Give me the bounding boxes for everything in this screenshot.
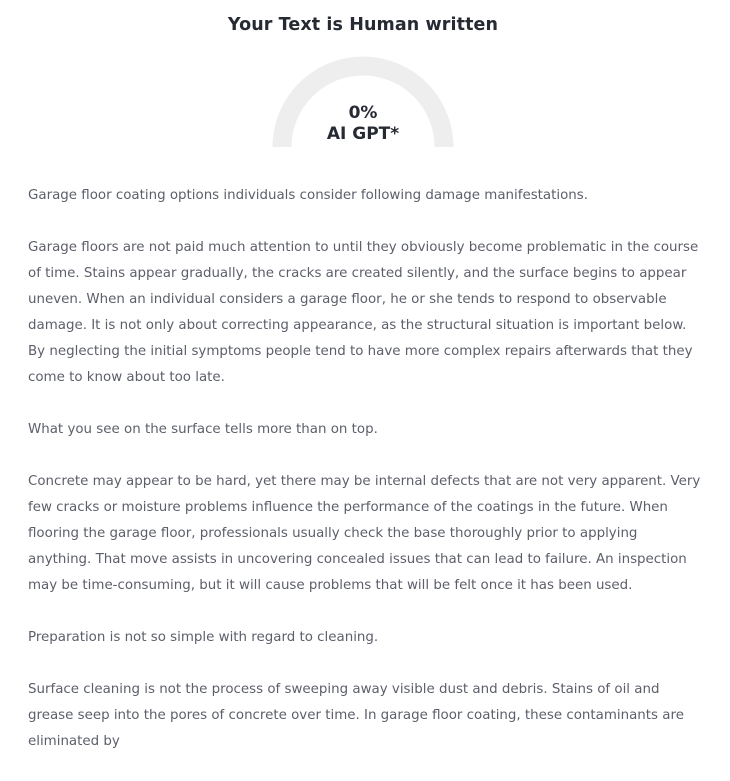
result-title: Your Text is Human written bbox=[227, 15, 499, 35]
ai-score-percent: 0% bbox=[348, 103, 378, 123]
ai-score-gauge bbox=[272, 56, 454, 148]
analyzed-text bbox=[28, 183, 704, 781]
paragraph: Garage floors are not paid much attention to until they obviously become problematic in the course of time. Stains appear gradually, the cracks are created silently, and the surface begins to appear uneven. When an individual considers a garage floor, he or she tends to respond to observable damage. It is not only about correcting appearance, as the structural situation is important below. By neglecting the initial symptoms people tend to have more complex repairs afterwards that they come to know about too late. bbox=[28, 240, 699, 385]
ai-score-label: AI GPT* bbox=[326, 124, 400, 144]
paragraph: What you see on the surface tells more than on top. bbox=[28, 422, 378, 437]
paragraph: Surface cleaning is not the process of sweeping away visible dust and debris. Stains of oil and grease seep into the pores of concrete over time. In garage floor coating, these contaminants are eliminated by bbox=[28, 682, 684, 749]
paragraph: Preparation is not so simple with regard to cleaning. bbox=[28, 630, 379, 645]
paragraph: Concrete may appear to be hard, yet there may be internal defects that are not very apparent. Very few cracks or moisture problems influence the performance of the coatings in the future. When flooring the garage floor, professionals usually check the base thoroughly prior to applying anything. That move assists in uncovering concealed issues that can lead to failure. An inspection may be time-consuming, but it will cause problems that will be felt once it has been used. bbox=[28, 474, 701, 593]
paragraph: Garage floor coating options individuals consider following damage manifestations. bbox=[28, 188, 589, 203]
